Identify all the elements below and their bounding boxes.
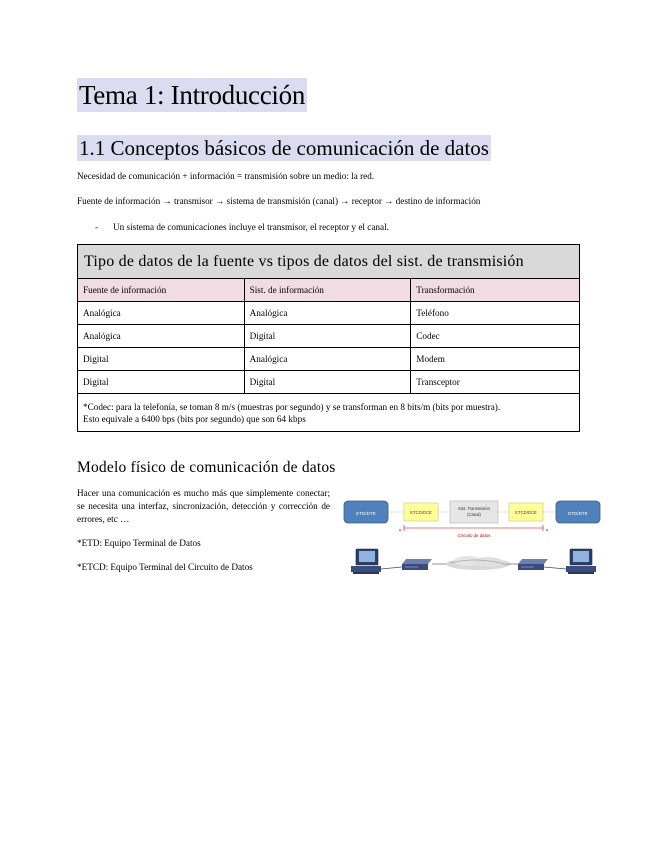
- channel-label-line2: (Canal): [467, 512, 481, 517]
- network-cloud-icon: [446, 556, 510, 570]
- table-note-row: [78, 394, 580, 432]
- table-header-row: [78, 279, 580, 302]
- modem-right-icon: [518, 559, 548, 570]
- bullet-marker: -: [95, 222, 99, 232]
- etcd-definition: *ETCD: Equipo Terminal del Circuito de Datos: [77, 562, 253, 572]
- header-cell: Fuente de información: [78, 279, 245, 302]
- etd-definition: *ETD: Equipo Terminal de Datos: [77, 538, 201, 548]
- bullet-text: Un sistema de comunicaciones incluye el transmisor, el receptor y el canal.: [113, 222, 389, 232]
- bullet-item: [95, 221, 389, 233]
- circuit-dot: [546, 529, 548, 531]
- modem-left-icon: [402, 559, 432, 570]
- table-row: [78, 348, 580, 371]
- physical-model-text: [77, 487, 330, 574]
- circuit-label: Circuito de datos: [457, 533, 491, 538]
- table-cell: Digital: [244, 371, 411, 394]
- table-caption: Tipo de datos de la fuente vs tipos de datos del sist. de transmisión: [78, 245, 580, 279]
- table-cell: Analógica: [78, 302, 245, 325]
- table-note-line: *Codec: para la telefonía, se toman 8 m/s (muestras por segundo) y se transforman en 8 bits/m (bits por muestra).: [83, 401, 501, 412]
- table-cell: Digital: [78, 371, 245, 394]
- header-cell: Sist. de información: [244, 279, 411, 302]
- cable-line: [544, 567, 566, 569]
- table-cell: Digital: [244, 325, 411, 348]
- page-title: Tema 1: Introducción: [79, 80, 306, 110]
- cable-line: [381, 567, 402, 569]
- dce-right-label: ETCD/DCE: [515, 510, 537, 515]
- table-cell: Analógica: [244, 348, 411, 371]
- table-cell: Modem: [411, 348, 580, 371]
- header-cell: Transformación: [411, 279, 580, 302]
- table-row: [78, 371, 580, 394]
- table-cell: Teléfono: [411, 302, 580, 325]
- table-note-line: Esto equivale a 6400 bps (bits por segundo) que son 64 kbps: [83, 413, 306, 424]
- dte-right-label: ETD/DTE: [568, 511, 588, 516]
- table-cell: Codec: [411, 325, 580, 348]
- paragraph: Hacer una comunicación es mucho más que simplemente conectar; se necesita una interfaz, sincronización, detección y corrección de errores, etc …: [77, 488, 330, 524]
- data-types-table: [77, 244, 580, 432]
- subsection-heading: Modelo físico de comunicación de datos: [77, 459, 336, 476]
- table-cell: Analógica: [244, 302, 411, 325]
- flow-line: Fuente de información → transmisor → sistema de transmisión (canal) → receptor → destino de información: [77, 196, 481, 206]
- table-row: [78, 325, 580, 348]
- dte-left-label: ETD/DTE: [356, 511, 376, 516]
- table-caption-row: [78, 245, 580, 279]
- circuit-dot: [399, 529, 401, 531]
- section-heading: 1.1 Conceptos básicos de comunicación de datos: [79, 136, 489, 160]
- table-cell: Analógica: [78, 325, 245, 348]
- table-cell: Digital: [78, 348, 245, 371]
- computer-left-icon: [351, 549, 381, 574]
- computer-right-icon: [566, 549, 596, 574]
- communication-model-diagram: [338, 492, 608, 582]
- table-cell: Transceptor: [411, 371, 580, 394]
- table-note: [78, 394, 580, 432]
- channel-label-line1: Sist. Transmisión: [458, 506, 490, 511]
- intro-line: Necesidad de comunicación + información = transmisión sobre un medio: la red.: [77, 171, 375, 181]
- table-row: [78, 302, 580, 325]
- dce-left-label: ETCD/DCE: [410, 510, 432, 515]
